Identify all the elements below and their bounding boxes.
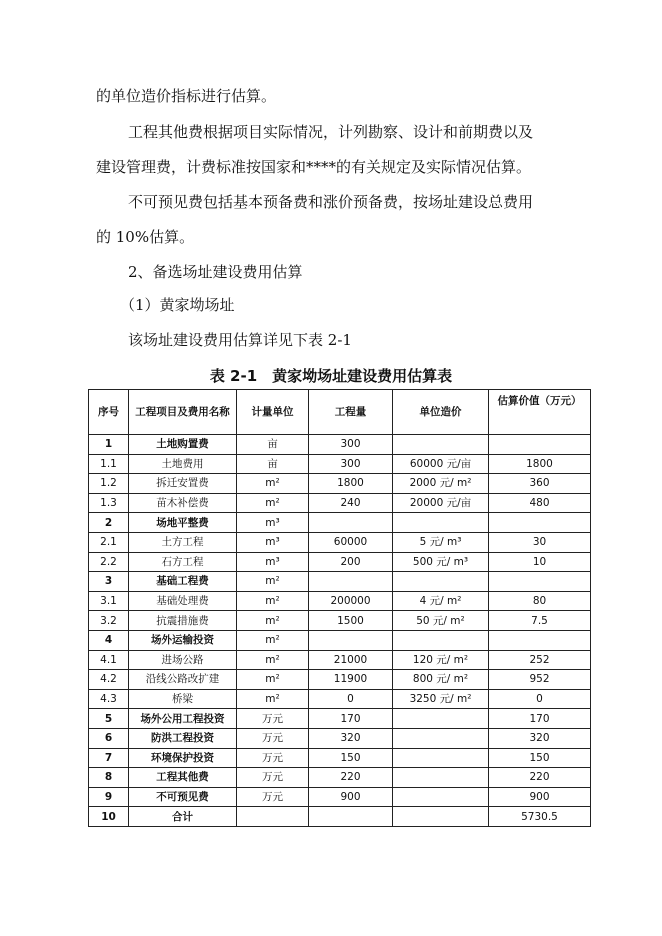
cell-unit-price: 50 元/ m²: [393, 611, 489, 631]
cell-item-name: 桥梁: [129, 689, 237, 709]
cell-item-name: 场地平整费: [129, 513, 237, 533]
cell-estimated-value: [489, 572, 591, 592]
cell-estimated-value: 952: [489, 670, 591, 690]
cell-item-name: 场外运输投资: [129, 630, 237, 650]
table-row: [89, 454, 591, 474]
cell-quantity: 1500: [309, 611, 393, 631]
cell-unit: [237, 807, 309, 827]
cell-item-name: 土方工程: [129, 532, 237, 552]
cell-unit-price: [393, 435, 489, 455]
cell-quantity: 900: [309, 787, 393, 807]
table-row: [89, 493, 591, 513]
table-row: [89, 552, 591, 572]
cell-item-name: 拆迁安置费: [129, 474, 237, 494]
cell-item-name: 沿线公路改扩建: [129, 670, 237, 690]
cell-item-name: 进场公路: [129, 650, 237, 670]
table-row: [89, 513, 591, 533]
cell-estimated-value: 10: [489, 552, 591, 572]
cell-unit-price: 120 元/ m²: [393, 650, 489, 670]
para-3-line-1: 不可预见费包括基本预备费和涨价预备费，按场址建设总费用: [128, 193, 534, 211]
cell-index: 10: [89, 807, 129, 827]
cell-unit: m²: [237, 630, 309, 650]
cell-quantity: 60000: [309, 532, 393, 552]
cost-estimate-table: [88, 389, 591, 827]
cell-estimated-value: [489, 630, 591, 650]
cell-unit: m²: [237, 611, 309, 631]
para-2-line-2: 建设管理费，计费标准按国家和****的有关规定及实际情况估算。: [96, 158, 532, 176]
table-row: [89, 611, 591, 631]
cell-item-name: 防洪工程投资: [129, 728, 237, 748]
section-heading: 2、备选场址建设费用估算: [128, 263, 303, 281]
cell-unit-price: [393, 787, 489, 807]
table-row: [89, 768, 591, 788]
table-row: [89, 650, 591, 670]
cell-index: 5: [89, 709, 129, 729]
cell-estimated-value: 480: [489, 493, 591, 513]
para-2-line-1: 工程其他费根据项目实际情况，计列勘察、设计和前期费以及: [128, 123, 534, 141]
cell-unit-price: [393, 513, 489, 533]
cell-estimated-value: 7.5: [489, 611, 591, 631]
header-unit: 计量单位: [237, 390, 309, 435]
cell-quantity: 240: [309, 493, 393, 513]
cell-quantity: 220: [309, 768, 393, 788]
table-header-row: [89, 390, 591, 435]
cell-unit-price: [393, 630, 489, 650]
cell-estimated-value: 220: [489, 768, 591, 788]
header-index: 序号: [89, 390, 129, 435]
cell-quantity: 300: [309, 435, 393, 455]
cell-index: 4.3: [89, 689, 129, 709]
table-row: [89, 807, 591, 827]
cell-quantity: 200: [309, 552, 393, 572]
table-row: [89, 591, 591, 611]
cell-index: 6: [89, 728, 129, 748]
cell-quantity: [309, 807, 393, 827]
cell-unit-price: 3250 元/ m²: [393, 689, 489, 709]
cell-unit: m³: [237, 552, 309, 572]
cell-quantity: 1800: [309, 474, 393, 494]
table-row: [89, 748, 591, 768]
table-row: [89, 709, 591, 729]
cell-estimated-value: 252: [489, 650, 591, 670]
table-row: [89, 630, 591, 650]
table-row: [89, 787, 591, 807]
cell-unit: m²: [237, 670, 309, 690]
cell-quantity: 0: [309, 689, 393, 709]
cell-item-name: 工程其他费: [129, 768, 237, 788]
para-1: 的单位造价指标进行估算。: [96, 87, 277, 105]
cell-unit: m²: [237, 650, 309, 670]
cell-item-name: 合计: [129, 807, 237, 827]
para-3-line-2: 的 10%估算。: [96, 228, 195, 246]
cell-estimated-value: 80: [489, 591, 591, 611]
cell-unit-price: [393, 572, 489, 592]
cell-unit: 万元: [237, 709, 309, 729]
cell-unit: 万元: [237, 748, 309, 768]
header-estimated-value: 估算价值（万元）: [489, 390, 591, 435]
cell-unit-price: 800 元/ m²: [393, 670, 489, 690]
cell-estimated-value: [489, 435, 591, 455]
cell-index: 1: [89, 435, 129, 455]
cell-unit-price: 2000 元/ m²: [393, 474, 489, 494]
cell-item-name: 抗震措施费: [129, 611, 237, 631]
cell-unit-price: [393, 768, 489, 788]
cell-unit-price: 20000 元/亩: [393, 493, 489, 513]
cell-estimated-value: 0: [489, 689, 591, 709]
cell-index: 2.1: [89, 532, 129, 552]
cell-unit-price: [393, 709, 489, 729]
cell-unit: m³: [237, 513, 309, 533]
cell-unit: m²: [237, 572, 309, 592]
cell-estimated-value: 1800: [489, 454, 591, 474]
cell-estimated-value: [489, 513, 591, 533]
cell-quantity: [309, 572, 393, 592]
cell-item-name: 石方工程: [129, 552, 237, 572]
cell-unit: m²: [237, 474, 309, 494]
cell-quantity: 21000: [309, 650, 393, 670]
cell-unit: 亩: [237, 435, 309, 455]
cell-index: 1.3: [89, 493, 129, 513]
table-title: 表 2-1 黄家坳场址建设费用估算表: [209, 367, 453, 385]
table-row: [89, 572, 591, 592]
cell-estimated-value: 5730.5: [489, 807, 591, 827]
cell-index: 3.1: [89, 591, 129, 611]
cell-item-name: 土地购置费: [129, 435, 237, 455]
cell-unit-price: 500 元/ m³: [393, 552, 489, 572]
table-row: [89, 435, 591, 455]
cell-unit: m³: [237, 532, 309, 552]
cell-unit-price: [393, 748, 489, 768]
table-row: [89, 728, 591, 748]
cell-estimated-value: 150: [489, 748, 591, 768]
cell-quantity: 320: [309, 728, 393, 748]
cell-index: 9: [89, 787, 129, 807]
cell-estimated-value: 30: [489, 532, 591, 552]
cell-unit: m²: [237, 591, 309, 611]
cell-item-name: 基础工程费: [129, 572, 237, 592]
cell-index: 2.2: [89, 552, 129, 572]
cell-index: 4: [89, 630, 129, 650]
cell-index: 7: [89, 748, 129, 768]
cell-quantity: 300: [309, 454, 393, 474]
cell-index: 4.1: [89, 650, 129, 670]
cell-estimated-value: 320: [489, 728, 591, 748]
cell-index: 3.2: [89, 611, 129, 631]
cell-quantity: [309, 630, 393, 650]
cell-index: 2: [89, 513, 129, 533]
table-row: [89, 670, 591, 690]
cell-quantity: 11900: [309, 670, 393, 690]
cell-estimated-value: 170: [489, 709, 591, 729]
cell-estimated-value: 360: [489, 474, 591, 494]
cell-item-name: 苗木补偿费: [129, 493, 237, 513]
cell-index: 3: [89, 572, 129, 592]
cell-unit: 亩: [237, 454, 309, 474]
cell-item-name: 基础处理费: [129, 591, 237, 611]
cell-unit-price: [393, 807, 489, 827]
cell-unit-price: 4 元/ m²: [393, 591, 489, 611]
cell-quantity: 170: [309, 709, 393, 729]
table-row: [89, 532, 591, 552]
cell-index: 8: [89, 768, 129, 788]
cell-item-name: 土地费用: [129, 454, 237, 474]
cell-estimated-value: 900: [489, 787, 591, 807]
table-row: [89, 689, 591, 709]
cell-unit: 万元: [237, 787, 309, 807]
cell-quantity: [309, 513, 393, 533]
header-unit-price: 单位造价: [393, 390, 489, 435]
cell-item-name: 场外公用工程投资: [129, 709, 237, 729]
cell-unit: 万元: [237, 768, 309, 788]
cell-item-name: 不可预见费: [129, 787, 237, 807]
header-item-name: 工程项目及费用名称: [129, 390, 237, 435]
cell-unit-price: 60000 元/亩: [393, 454, 489, 474]
cell-quantity: 200000: [309, 591, 393, 611]
header-quantity: 工程量: [309, 390, 393, 435]
cell-index: 1.1: [89, 454, 129, 474]
table-row: [89, 474, 591, 494]
table-intro: 该场址建设费用估算详见下表 2-1: [128, 331, 352, 349]
cell-quantity: 150: [309, 748, 393, 768]
cell-unit: 万元: [237, 728, 309, 748]
subsection-heading: （1）黄家坳场址: [120, 296, 235, 314]
cell-unit: m²: [237, 689, 309, 709]
cell-unit-price: 5 元/ m³: [393, 532, 489, 552]
cell-item-name: 环境保护投资: [129, 748, 237, 768]
cell-unit-price: [393, 728, 489, 748]
cell-unit: m²: [237, 493, 309, 513]
cell-index: 4.2: [89, 670, 129, 690]
cell-index: 1.2: [89, 474, 129, 494]
